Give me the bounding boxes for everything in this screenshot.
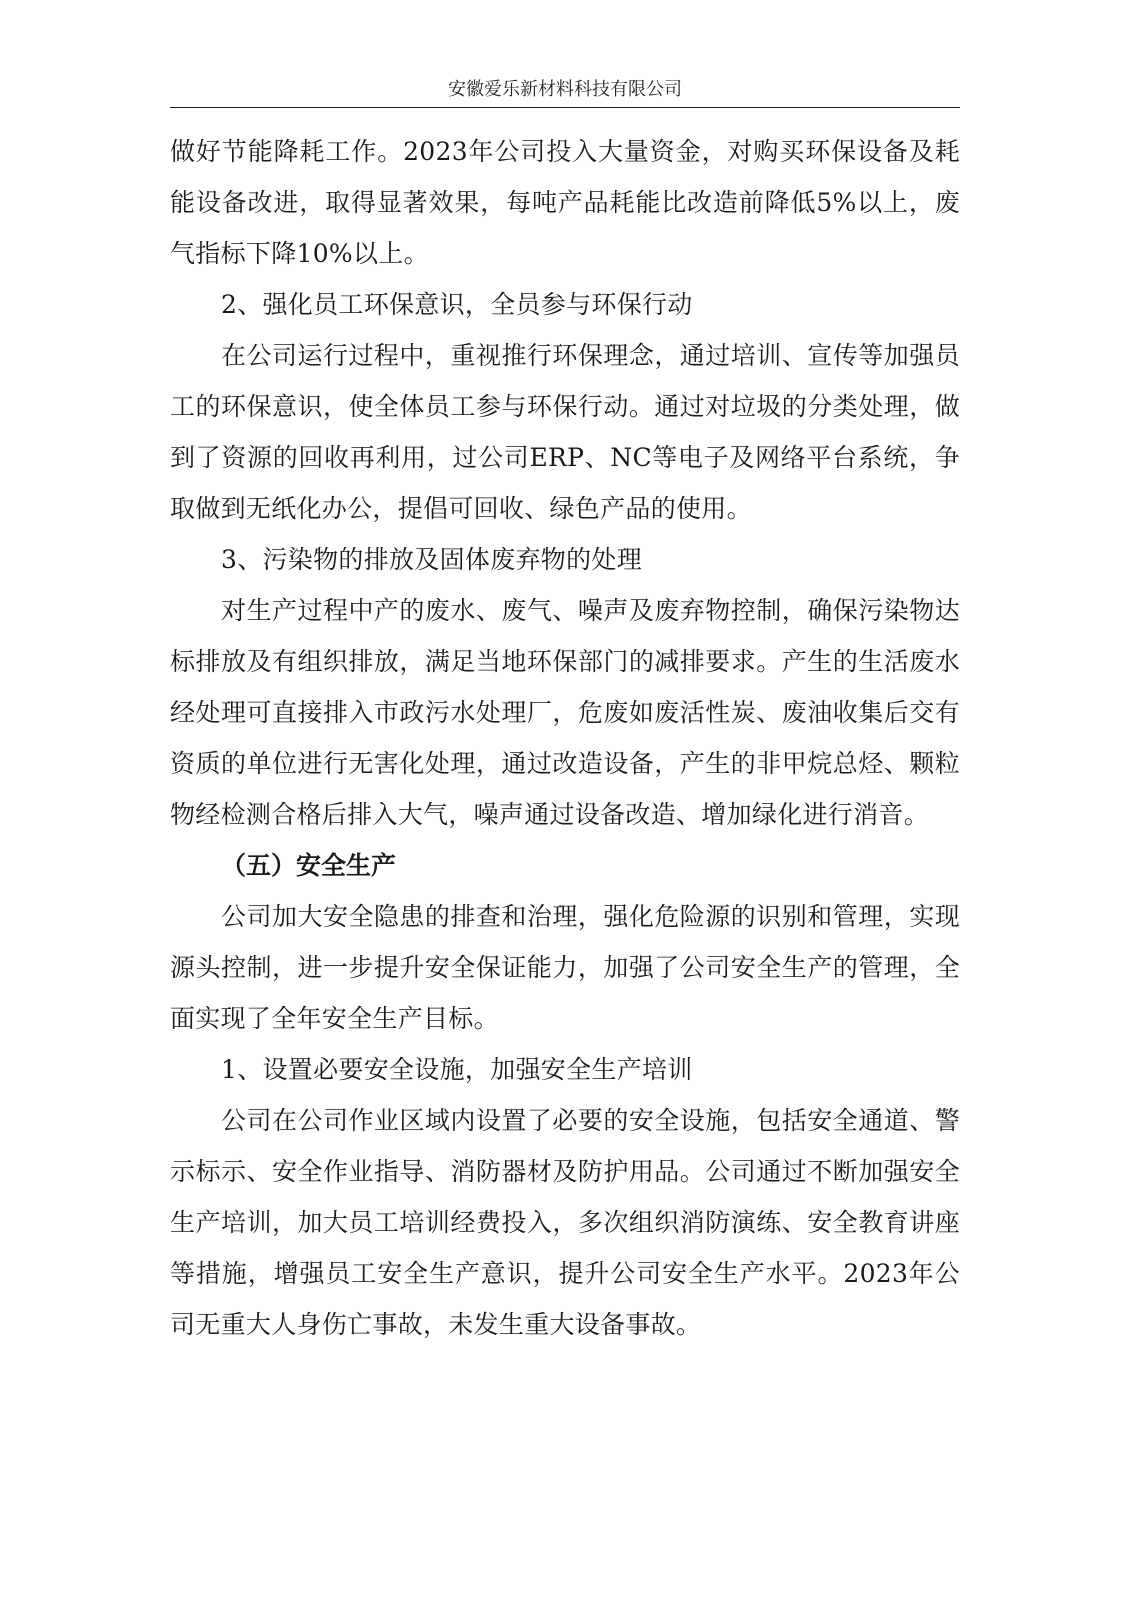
page-header-company: 安徽爱乐新材料科技有限公司 [448,79,682,100]
section-heading-safety-production: （五）安全生产 [221,851,397,880]
paragraph-pollutant-discharge: 对生产过程中产的废水、废气、噪声及废弃物控制，确保污染物达标排放及有组织排放，满足当地环保部门的减排要求。产生的生活废水经处理可直接排入市政污水处理厂，危废如废活性炭、废油收集后交有资质的单位进行无害化处理，通过改造设备，产生的非甲烷总烃、颗粒物经检测合格后排入大气，噪声通过设备改造、增加绿化进行消音。 [170,596,960,829]
subheading-safety-facilities: 1、设置必要安全设施，加强安全生产培训 [221,1055,693,1084]
header-divider [170,107,960,108]
document-body [170,126,960,1350]
paragraph-energy-saving: 做好节能降耗工作。2023年公司投入大量资金，对购买环保设备及耗能设备改进，取得显著效果，每吨产品耗能比改造前降低5%以上，废气指标下降10%以上。 [170,137,960,268]
paragraph-safety-production: 公司加大安全隐患的排查和治理，强化危险源的识别和管理，实现源头控制，进一步提升安全保证能力，加强了公司安全生产的管理，全面实现了全年安全生产目标。 [170,902,960,1033]
paragraph-safety-facilities: 公司在公司作业区域内设置了必要的安全设施，包括安全通道、警示标示、安全作业指导、消防器材及防护用品。公司通过不断加强安全生产培训，加大员工培训经费投入，多次组织消防演练、安全教育讲座等措施，增强员工安全生产意识，提升公司安全生产水平。2023年公司无重大人身伤亡事故，未发生重大设备事故。 [170,1106,960,1339]
subheading-pollutant-discharge: 3、污染物的排放及固体废弃物的处理 [221,545,643,574]
subheading-environmental-awareness: 2、强化员工环保意识，全员参与环保行动 [221,290,693,319]
paragraph-environmental-awareness: 在公司运行过程中，重视推行环保理念，通过培训、宣传等加强员工的环保意识，使全体员工参与环保行动。通过对垃圾的分类处理，做到了资源的回收再利用，过公司ERP、NC等电子及网络平台系统，争取做到无纸化办公，提倡可回收、绿色产品的使用。 [170,341,960,523]
